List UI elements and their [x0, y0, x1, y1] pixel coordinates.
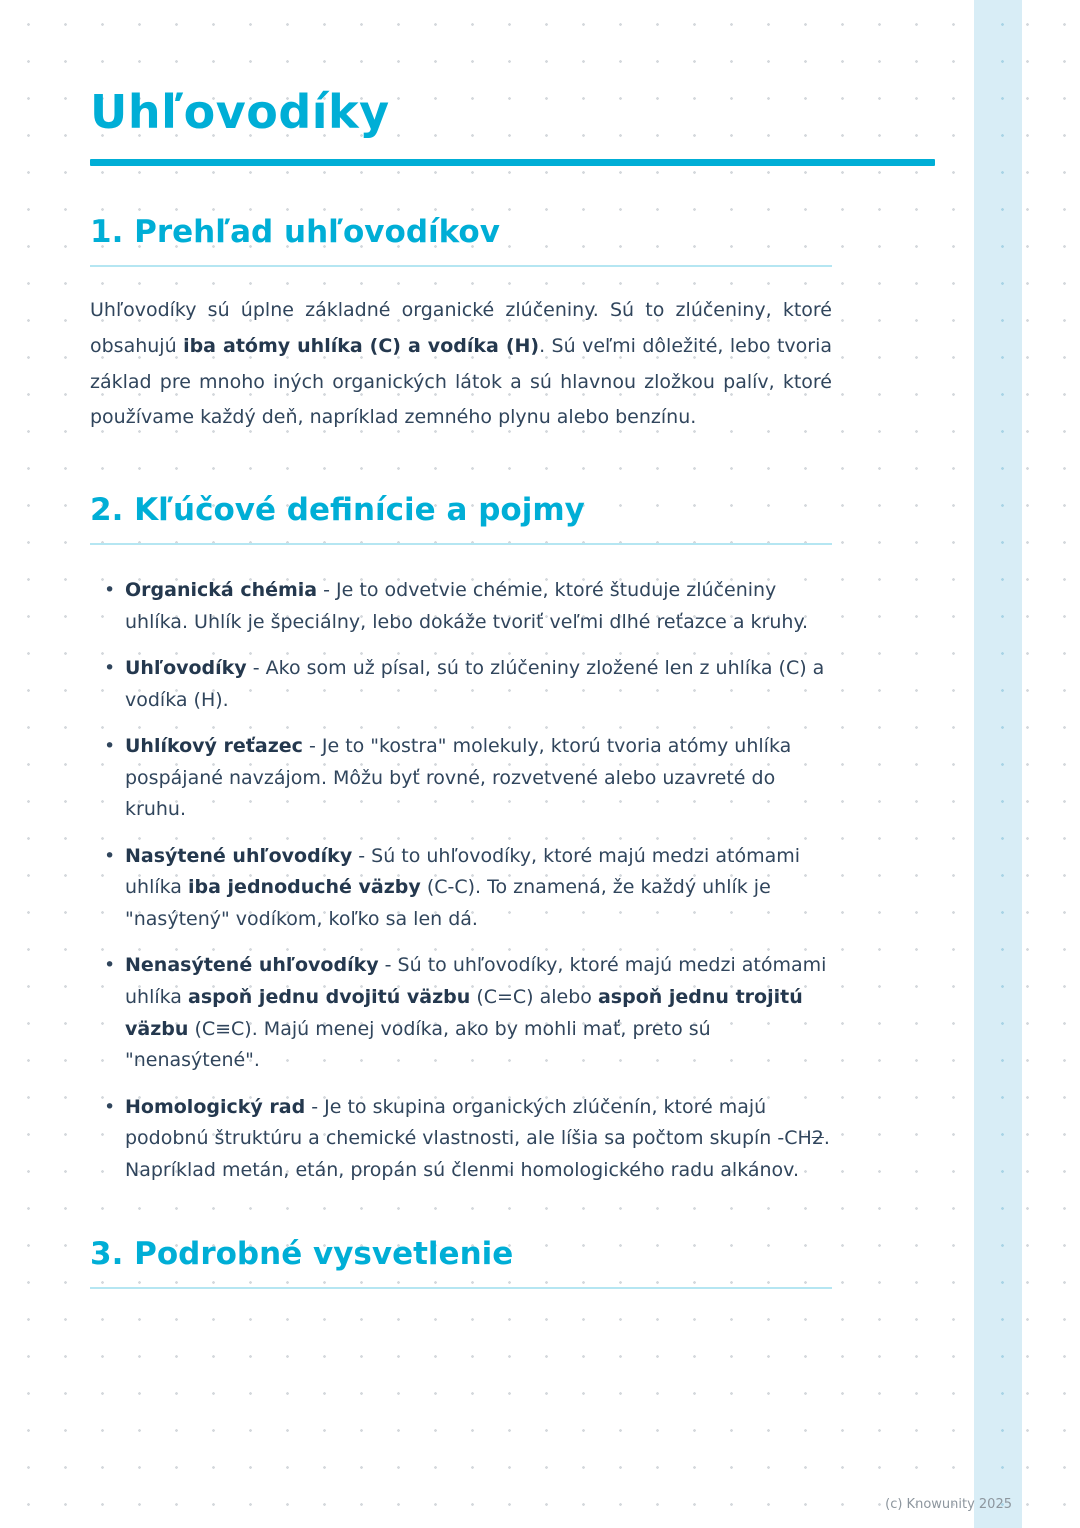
bold-text: Homologický rad: [125, 1095, 306, 1118]
bold-text: Nenasýtené uhľovodíky: [125, 954, 379, 977]
bold-text: aspoň jednu dvojitú väzbu: [188, 985, 471, 1008]
definition-item: [104, 731, 832, 826]
text-run: . Sú veľmi dôležité, lebo tvoria základ pre mnoho iných organických látok a sú hlavnou zložkou palív, ktoré používame každý deň, napríklad zemného plynu alebo benzínu.: [90, 334, 832, 429]
definition-item: [104, 841, 832, 936]
bold-text: iba jednoduché väzby: [188, 876, 421, 899]
text-run: (C≡C). Majú menej vodíka, ako by mohli mať, preto sú "nenasýtené".: [125, 1017, 711, 1072]
definition-item: [104, 653, 832, 716]
text-run: (C-C). To znamená, že každý uhlík je "nasýtený" vodíkom, koľko sa len dá.: [125, 876, 771, 930]
text-run: - Sú to uhľovodíky, ktoré majú medzi atómami uhlíka: [125, 954, 827, 1008]
bold-text: Organická chémia: [125, 579, 318, 602]
bold-text: Uhľovodíky: [125, 657, 247, 680]
bold-text: aspoň jednu trojitú väzbu: [125, 985, 803, 1040]
section-overview: [90, 214, 832, 436]
text-run: - Ako som už písal, sú to zlúčeniny zložené len z uhlíka (C) a vodíka (H).: [125, 657, 825, 711]
section-3-heading: 3. Podrobné vysvetlenie: [90, 1236, 832, 1289]
bold-text: Nasýtené uhľovodíky: [125, 844, 353, 867]
page-title: Uhľovodíky: [90, 85, 390, 139]
right-accent-stripe: [974, 0, 1022, 1528]
text-run: . Napríklad metán, etán, propán sú členmi homologického radu alkánov.: [125, 1127, 830, 1181]
text-run: - Je to skupina organických zlúčenín, ktoré majú podobnú štruktúru a chemické vlastnosti, ale líšia sa počtom skupín -CH: [125, 1095, 812, 1150]
definitions-list: [90, 575, 832, 1186]
intro-paragraph: [90, 293, 832, 436]
title-divider: [90, 159, 935, 166]
section-1-heading: 1. Prehľad uhľovodíkov: [90, 214, 832, 267]
definition-item: [104, 575, 832, 638]
definition-item: [104, 1092, 832, 1187]
bold-text: iba atómy uhlíka (C) a vodíka (H): [183, 334, 540, 357]
section-2-heading: 2. Kľúčové definície a pojmy: [90, 492, 832, 545]
text-run: - Je to "kostra" molekuly, ktorú tvoria atómy uhlíka pospájané navzájom. Môžu byť rovné, rozvetvené alebo uzavreté do kruhu.: [125, 735, 792, 821]
text-run: - Je to odvetvie chémie, ktoré študuje zlúčeniny uhlíka. Uhlík je špeciálny, lebo dokáže tvoriť veľmi dlhé reťazce a kruhy.: [125, 579, 809, 633]
document-content: [90, 0, 832, 1289]
text-run: Uhľovodíky sú úplne základné organické zlúčeniny. Sú to zlúčeniny, ktoré obsahujú: [90, 299, 832, 357]
section-details: [90, 1236, 832, 1289]
definition-item: [104, 950, 832, 1076]
text-run: 2: [811, 1127, 824, 1150]
text-run: (C=C) alebo: [470, 985, 598, 1008]
section-definitions: [90, 492, 832, 1186]
copyright-notice: (c) Knowunity 2025: [885, 1497, 1012, 1512]
bold-text: Uhlíkový reťazec: [125, 735, 303, 758]
text-run: - Sú to uhľovodíky, ktoré majú medzi atómami uhlíka: [125, 844, 801, 899]
